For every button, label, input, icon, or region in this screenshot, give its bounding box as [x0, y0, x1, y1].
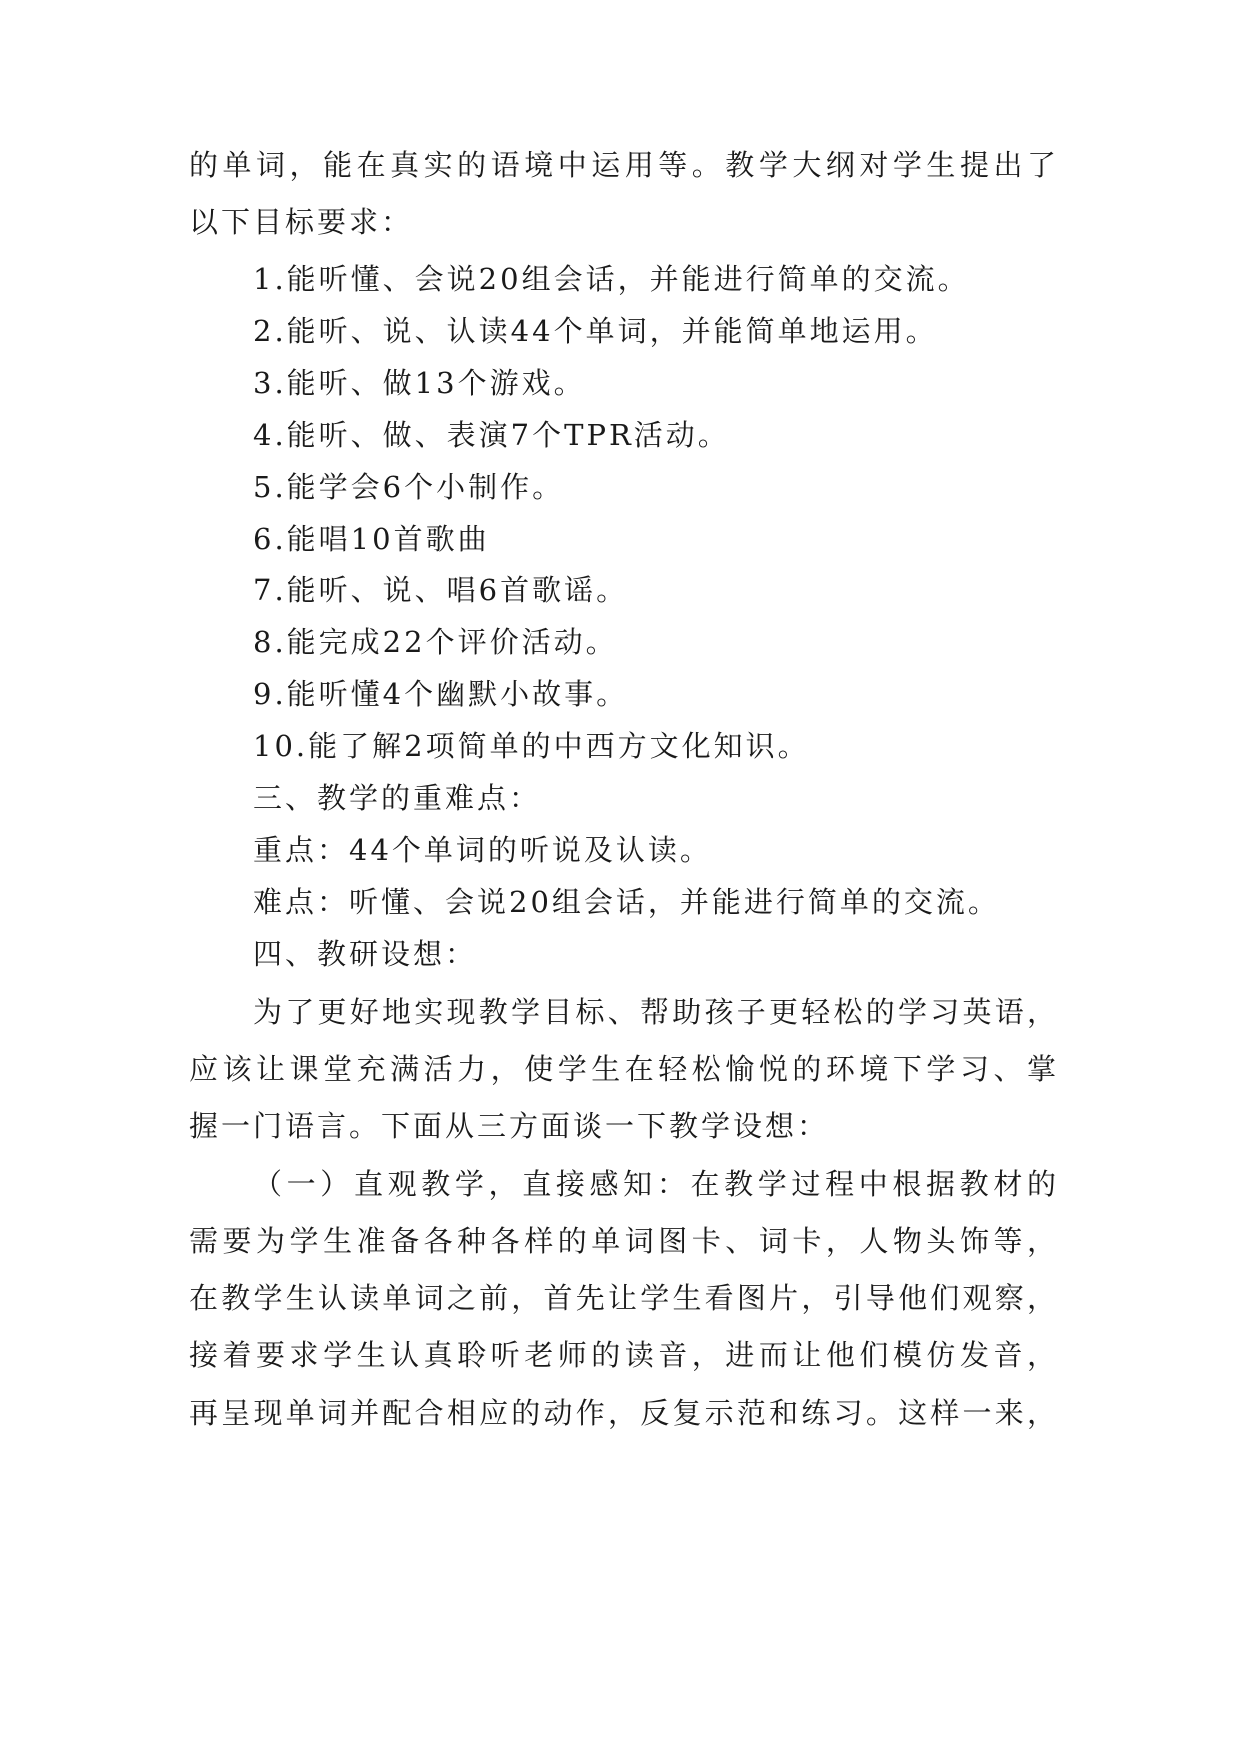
paragraph-line: 接着要求学生认真聆听老师的读音，进而让他们模仿发音， — [189, 1338, 1059, 1372]
paragraph-line: 重点：44个单词的听说及认读。 — [253, 833, 712, 867]
list-item: 4.能听、做、表演7个TPR活动。 — [253, 418, 730, 452]
section-heading: 四、教研设想： — [253, 937, 478, 971]
paragraph-line: 以下目标要求： — [189, 205, 414, 239]
list-item: 10.能了解2项简单的中西方文化知识。 — [253, 729, 810, 763]
paragraph-line: （一）直观教学，直接感知：在教学过程中根据教材的 — [253, 1167, 1059, 1201]
paragraph-line: 再呈现单词并配合相应的动作，反复示范和练习。这样一来， — [189, 1396, 1059, 1430]
paragraph-line: 难点：听懂、会说20组会话，并能进行简单的交流。 — [253, 885, 1000, 919]
paragraph-line: 为了更好地实现教学目标、帮助孩子更轻松的学习英语， — [253, 995, 1059, 1029]
list-item: 8.能完成22个评价活动。 — [253, 625, 618, 659]
list-item: 6.能唱10首歌曲 — [253, 522, 490, 556]
list-item: 3.能听、做13个游戏。 — [253, 366, 586, 400]
paragraph-line: 需要为学生准备各种各样的单词图卡、词卡，人物头饰等， — [189, 1224, 1059, 1258]
list-item: 7.能听、说、唱6首歌谣。 — [253, 573, 629, 607]
list-item: 9.能听懂4个幽默小故事。 — [253, 677, 629, 711]
paragraph-line: 在教学生认读单词之前，首先让学生看图片，引导他们观察， — [189, 1281, 1059, 1315]
paragraph-line: 应该让课堂充满活力，使学生在轻松愉悦的环境下学习、掌 — [189, 1052, 1059, 1086]
list-item: 2.能听、说、认读44个单词，并能简单地运用。 — [253, 314, 938, 348]
paragraph-line: 的单词，能在真实的语境中运用等。教学大纲对学生提出了 — [189, 148, 1059, 182]
list-item: 5.能学会6个小制作。 — [253, 470, 565, 504]
list-item: 1.能听懂、会说20组会话，并能进行简单的交流。 — [253, 262, 970, 296]
section-heading: 三、教学的重难点： — [253, 781, 542, 815]
paragraph-line: 握一门语言。下面从三方面谈一下教学设想： — [189, 1109, 830, 1143]
